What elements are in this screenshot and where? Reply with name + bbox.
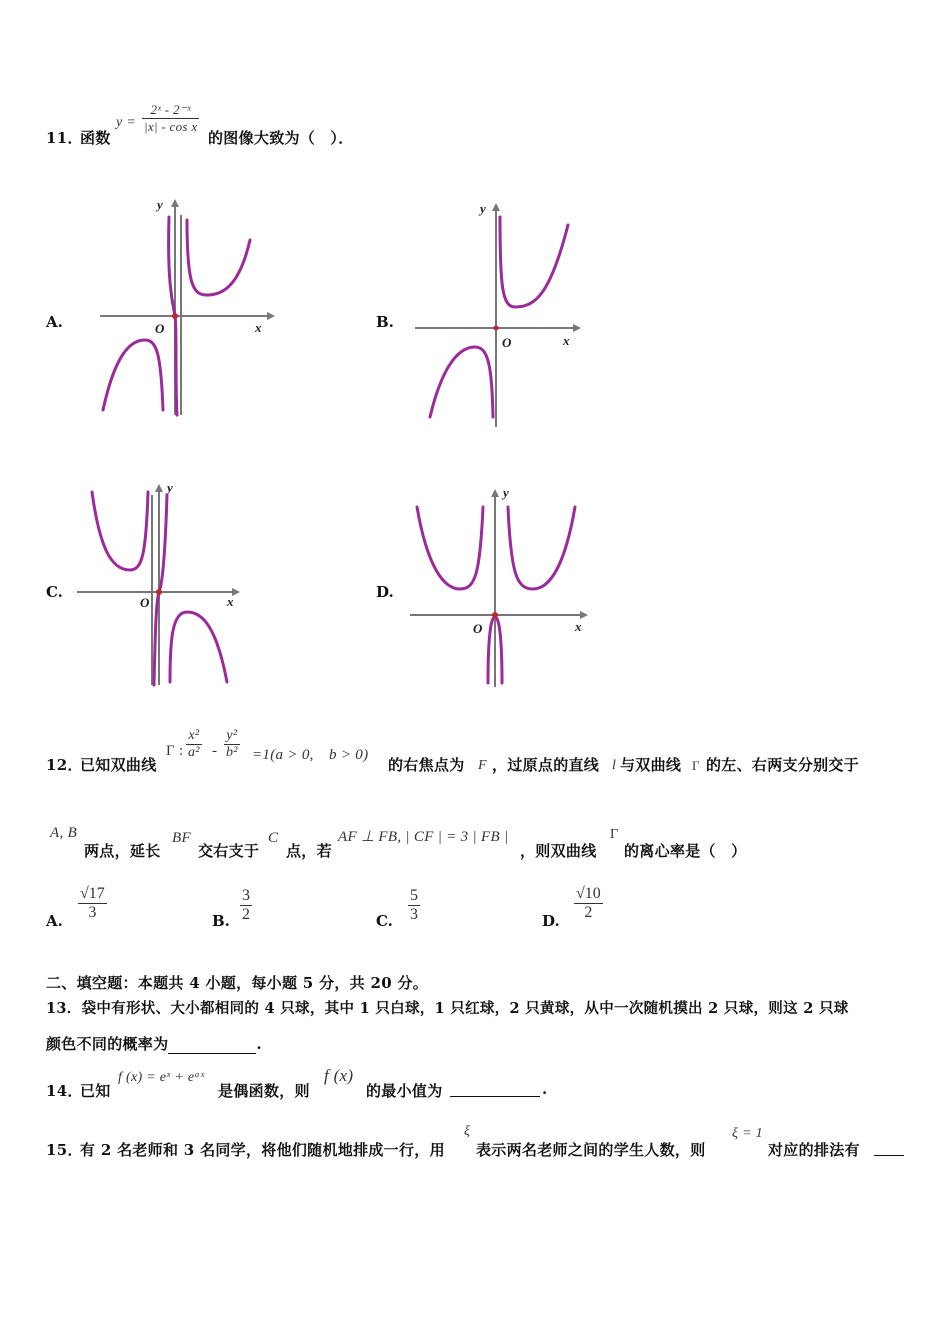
q12-option-b-num: 3 xyxy=(242,887,250,904)
q11-formula-num: 2ˣ - 2⁻ˣ xyxy=(142,102,199,119)
q12-curve-suffix: =1(a > 0, b > 0) xyxy=(252,747,369,763)
q11-graph-a xyxy=(95,195,275,420)
q11-graph-d xyxy=(405,485,595,690)
q11-formula-lhs: y = xyxy=(116,115,137,130)
y-axis-arrow-icon xyxy=(155,484,163,492)
q14-line xyxy=(46,1066,746,1106)
curve-left-branch xyxy=(430,347,493,417)
origin-label: O xyxy=(155,321,165,336)
q12-frac-x xyxy=(186,728,202,761)
curve-left-branch xyxy=(103,340,163,410)
q13-answer-blank[interactable] xyxy=(168,1037,256,1054)
origin-point xyxy=(156,589,162,595)
q12-text4: 的左、右两支分别交于 xyxy=(706,756,860,774)
q12-text6: 交右支于 xyxy=(198,842,260,860)
y-axis-arrow-icon xyxy=(171,199,179,207)
q12-text5: 两点，延长 xyxy=(84,842,161,860)
q12-option-d xyxy=(542,885,632,940)
origin-label: O xyxy=(140,595,150,610)
q12-condition: AF ⊥ FB, | CF | = 3 | FB | xyxy=(338,829,509,845)
q12-text8: ，则双曲线 xyxy=(520,842,597,860)
q12-option-b-den: 2 xyxy=(242,906,250,923)
q11-option-b-label: B. xyxy=(376,313,394,331)
y-axis-label: y xyxy=(480,201,486,216)
q12-option-d-num: √10 xyxy=(576,885,601,902)
y-axis-arrow-icon xyxy=(492,203,500,211)
q12-text7: 点，若 xyxy=(286,842,332,860)
x-axis-arrow-icon xyxy=(573,324,581,332)
origin-point xyxy=(172,313,178,319)
q12-option-b-value xyxy=(240,887,252,924)
q11-number: 11． xyxy=(46,129,83,147)
q12-gamma: Γ xyxy=(692,758,700,773)
q11-graph-c xyxy=(72,480,252,690)
x-axis-label: x xyxy=(255,320,262,335)
q12-option-d-value xyxy=(574,885,603,922)
q12-option-c xyxy=(376,885,466,940)
q13-period: . xyxy=(256,1035,262,1053)
q14-answer-blank[interactable] xyxy=(450,1080,540,1097)
q15-line xyxy=(46,1122,926,1162)
q12-option-c-label: C. xyxy=(376,912,393,930)
q12-lead: 已知双曲线 xyxy=(80,756,157,774)
q15-lead: 有 2 名老师和 3 名同学，将他们随机地排成一行，用 xyxy=(80,1141,445,1159)
origin-label: O xyxy=(502,335,512,350)
q12-l: l xyxy=(612,758,617,773)
y-axis-label: y xyxy=(503,485,509,500)
curve-right-branch xyxy=(187,220,250,295)
q12-line2 xyxy=(46,825,926,865)
q14-fx: f (x) xyxy=(324,1066,354,1085)
q15-xi: ξ xyxy=(464,1124,471,1139)
curve-right-branch xyxy=(508,507,575,589)
q13-line1: 13．袋中有形状、大小都相同的 4 只球，其中 1 只白球，1 只红球，2 只黄球，从中一次随机摸出 2 只球，则这 2 只球 xyxy=(46,1000,849,1017)
x-axis-label: x xyxy=(563,333,570,348)
q11-option-a-label: A. xyxy=(46,313,63,331)
q12-AB: A, B xyxy=(50,825,78,841)
q12-option-a-num: √17 xyxy=(80,885,105,902)
x-axis-arrow-icon xyxy=(267,312,275,320)
q11-graph-b xyxy=(410,195,590,430)
q15-tail: 对应的排法有 xyxy=(768,1141,860,1159)
q12-option-d-label: D. xyxy=(542,912,560,930)
q12-text9: 的离心率是（ ） xyxy=(624,842,747,860)
origin-point xyxy=(492,612,498,618)
q15-mid: 表示两名老师之间的学生人数，则 xyxy=(476,1141,706,1159)
q14-lead: 已知 xyxy=(80,1082,111,1100)
q14-period: . xyxy=(542,1080,548,1098)
q12-option-c-value xyxy=(408,887,420,924)
y-axis-arrow-icon xyxy=(491,489,499,497)
curve-left-branch xyxy=(417,507,483,589)
x-axis-arrow-icon xyxy=(580,611,588,619)
q14-tail: 的最小值为 xyxy=(366,1082,443,1100)
q12-option-b-label: B. xyxy=(212,912,230,930)
curve-left-branch xyxy=(92,492,148,570)
x-axis-label: x xyxy=(575,619,582,634)
q11-tail: 的图像大致为（ ）． xyxy=(208,129,354,147)
q12-a2: a² xyxy=(188,745,200,760)
q12-option-c-den: 3 xyxy=(410,906,418,923)
q12-text3: 与双曲线 xyxy=(620,756,682,774)
curve-right-branch xyxy=(500,217,568,307)
q11-option-d-label: D. xyxy=(376,583,394,601)
q14-mid: 是偶函数，则 xyxy=(218,1082,310,1100)
q13-line2 xyxy=(46,1033,262,1054)
curve-right-branch xyxy=(170,612,227,682)
q15-number: 15． xyxy=(46,1141,83,1159)
q12-b2: b² xyxy=(226,745,238,760)
q12-y2: y² xyxy=(224,728,240,745)
q11-option-c-label: C. xyxy=(46,583,63,601)
q12-option-a-label: A. xyxy=(46,912,63,930)
q15-answer-blank[interactable] xyxy=(874,1139,904,1156)
q12-BF: BF xyxy=(172,830,191,846)
q11-formula-fraction xyxy=(142,102,199,135)
q12-option-d-den: 2 xyxy=(584,904,593,921)
q12-number: 12． xyxy=(46,756,83,774)
q12-text2: ，过原点的直线 xyxy=(492,756,600,774)
q14-fx-def: f (x) = eˣ + eᵃˣ xyxy=(118,1070,205,1085)
q14-number: 14． xyxy=(46,1082,83,1100)
q12-option-b xyxy=(212,885,302,940)
q12-F: F xyxy=(478,758,487,773)
y-axis-label: y xyxy=(157,197,163,212)
origin-point xyxy=(494,326,499,331)
origin-label: O xyxy=(473,621,483,636)
q12-frac-y xyxy=(224,728,240,761)
q12-line1 xyxy=(46,728,926,778)
q11-formula-den: |x| - cos x xyxy=(144,119,198,134)
q12-option-a-den: 3 xyxy=(88,904,97,921)
q12-option-a xyxy=(46,885,136,940)
q12-text1: 的右焦点为 xyxy=(388,756,465,774)
section-heading: 二、填空题：本题共 4 小题，每小题 5 分，共 20 分。 xyxy=(46,974,429,992)
q15-xi-eq: ξ = 1 xyxy=(732,1126,763,1141)
q12-minus: - xyxy=(212,743,218,759)
q13-line2-text: 颜色不同的概率为 xyxy=(46,1035,169,1053)
x-axis-label: x xyxy=(227,594,234,609)
q12-gamma2: Γ xyxy=(610,827,619,842)
y-axis-label: y xyxy=(167,480,173,495)
q12-curve-prefix: Γ : xyxy=(166,743,184,759)
q12-option-a-value xyxy=(78,885,107,922)
q12-x2: x² xyxy=(186,728,202,745)
q12-C: C xyxy=(268,830,279,846)
q11-lead: 函数 xyxy=(80,129,111,147)
q12-option-c-num: 5 xyxy=(410,887,418,904)
